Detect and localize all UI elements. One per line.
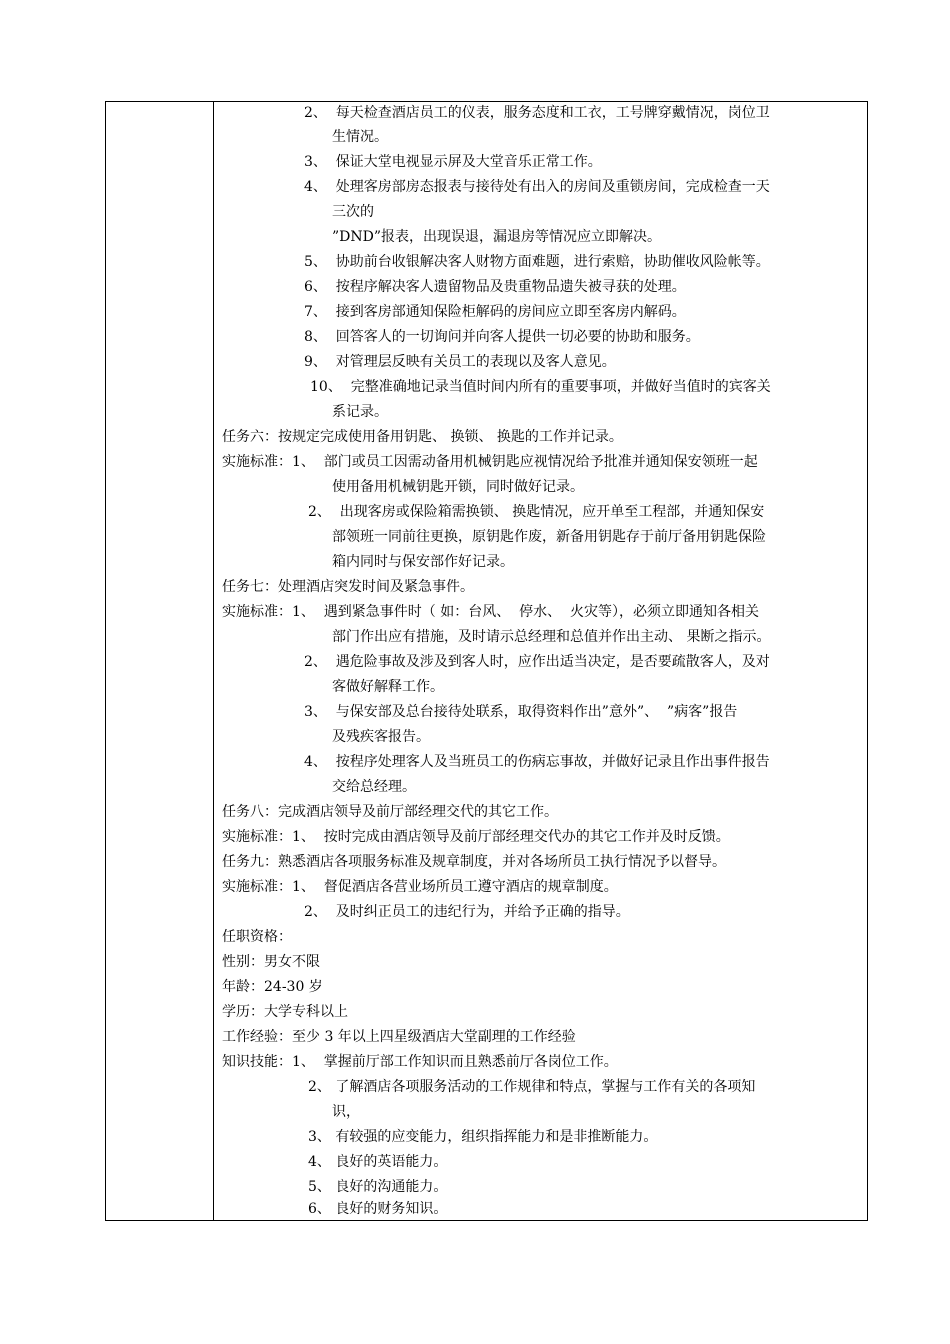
- text-line: 4、 处理客房部房态报表与接待处有出入的房间及重锁房间，完成检查一天: [304, 179, 770, 195]
- text-line: 2、 每天检查酒店员工的仪表，服务态度和工衣，工号牌穿戴情况，岗位卫: [304, 105, 770, 121]
- text-line: 4、 按程序处理客人及当班员工的伤病忘事故，并做好记录且作出事件报告: [304, 754, 770, 770]
- text-line: 实施标准：1、 按时完成由酒店领导及前厅部经理交代办的其它工作并及时反馈。: [222, 829, 730, 845]
- text-line: 10、 完整准确地记录当值时间内所有的重要事项，并做好当值时的宾客关: [310, 379, 771, 395]
- text-line: 6、 良好的财务知识。: [308, 1201, 448, 1217]
- text-line: 7、 接到客房部通知保险柜解码的房间应立即至客房内解码。: [304, 304, 686, 320]
- text-line: 及残疾客报告。: [332, 729, 430, 745]
- text-line: 生情况。: [332, 129, 388, 145]
- text-line: 6、 按程序解决客人遗留物品及贵重物品遗失被寻获的处理。: [304, 279, 686, 295]
- text-line: 客做好解释工作。: [332, 679, 444, 695]
- text-line: 5、 良好的沟通能力。: [308, 1179, 448, 1195]
- text-line: 2、 遇危险事故及涉及到客人时，应作出适当决定，是否要疏散客人，及对: [304, 654, 770, 670]
- experience-line: 工作经验：至少 3 年以上四星级酒店大堂副理的工作经验: [222, 1029, 576, 1045]
- text-line: 交给总经理。: [332, 779, 416, 795]
- text-line: 识，: [332, 1104, 360, 1120]
- text-line: 箱内同时与保安部作好记录。: [332, 554, 514, 570]
- age-line: 年龄：24-30 岁: [222, 979, 323, 995]
- task-heading: 任务九：熟悉酒店各项服务标准及规章制度，并对各场所员工执行情况予以督导。: [222, 854, 726, 870]
- qualifications-heading: 任职资格：: [222, 929, 292, 945]
- text-line: 使用备用机械钥匙开锁，同时做好记录。: [332, 479, 584, 495]
- gender-line: 性别：男女不限: [222, 954, 320, 970]
- text-line: 2、 出现客房或保险箱需换锁、 换匙情况，应开单至工程部，并通知保安: [308, 504, 765, 520]
- text-line: 三次的: [332, 204, 374, 220]
- text-line: 3、 有较强的应变能力，组织指挥能力和是非推断能力。: [308, 1129, 658, 1145]
- text-line: 5、 协助前台收银解决客人财物方面难题，进行索赔，协助催收风险帐等。: [304, 254, 770, 270]
- text-line: 2、 及时纠正员工的违纪行为，并给予正确的指导。: [304, 904, 630, 920]
- text-line: ”DND”报表，出现误退，漏退房等情况应立即解决。: [332, 229, 662, 245]
- text-line: 部领班一同前往更换，原钥匙作废，新备用钥匙存于前厅备用钥匙保险: [332, 529, 766, 545]
- text-line: 实施标准：1、 部门或员工因需动备用机械钥匙应视情况给予批准并通知保安领班一起: [222, 454, 758, 470]
- task-heading: 任务六：按规定完成使用备用钥匙、 换锁、 换匙的工作并记录。: [222, 429, 623, 445]
- task-heading: 任务七：处理酒店突发时间及紧急事件。: [222, 579, 474, 595]
- text-line: 9、 对管理层反映有关员工的表现以及客人意见。: [304, 354, 616, 370]
- column-divider: [213, 101, 214, 1221]
- skills-line: 知识技能：1、 掌握前厅部工作知识而且熟悉前厅各岗位工作。: [222, 1054, 618, 1070]
- text-line: 实施标准：1、 督促酒店各营业场所员工遵守酒店的规章制度。: [222, 879, 618, 895]
- text-line: 实施标准：1、 遇到紧急事件时（ 如：台风、 停水、 火灾等），必须立即通知各相关: [222, 604, 760, 620]
- education-line: 学历：大学专科以上: [222, 1004, 348, 1020]
- text-line: 3、 保证大堂电视显示屏及大堂音乐正常工作。: [304, 154, 602, 170]
- task-heading: 任务八：完成酒店领导及前厅部经理交代的其它工作。: [222, 804, 558, 820]
- text-line: 8、 回答客人的一切询问并向客人提供一切必要的协助和服务。: [304, 329, 700, 345]
- text-line: 3、 与保安部及总台接待处联系，取得资料作出”意外”、 ”病客”报告: [304, 704, 738, 720]
- text-line: 4、 良好的英语能力。: [308, 1154, 448, 1170]
- text-line: 部门作出应有措施，及时请示总经理和总值并作出主动、 果断之指示。: [332, 629, 771, 645]
- text-line: 系记录。: [332, 404, 388, 420]
- text-line: 2、 了解酒店各项服务活动的工作规律和特点，掌握与工作有关的各项知: [308, 1079, 756, 1095]
